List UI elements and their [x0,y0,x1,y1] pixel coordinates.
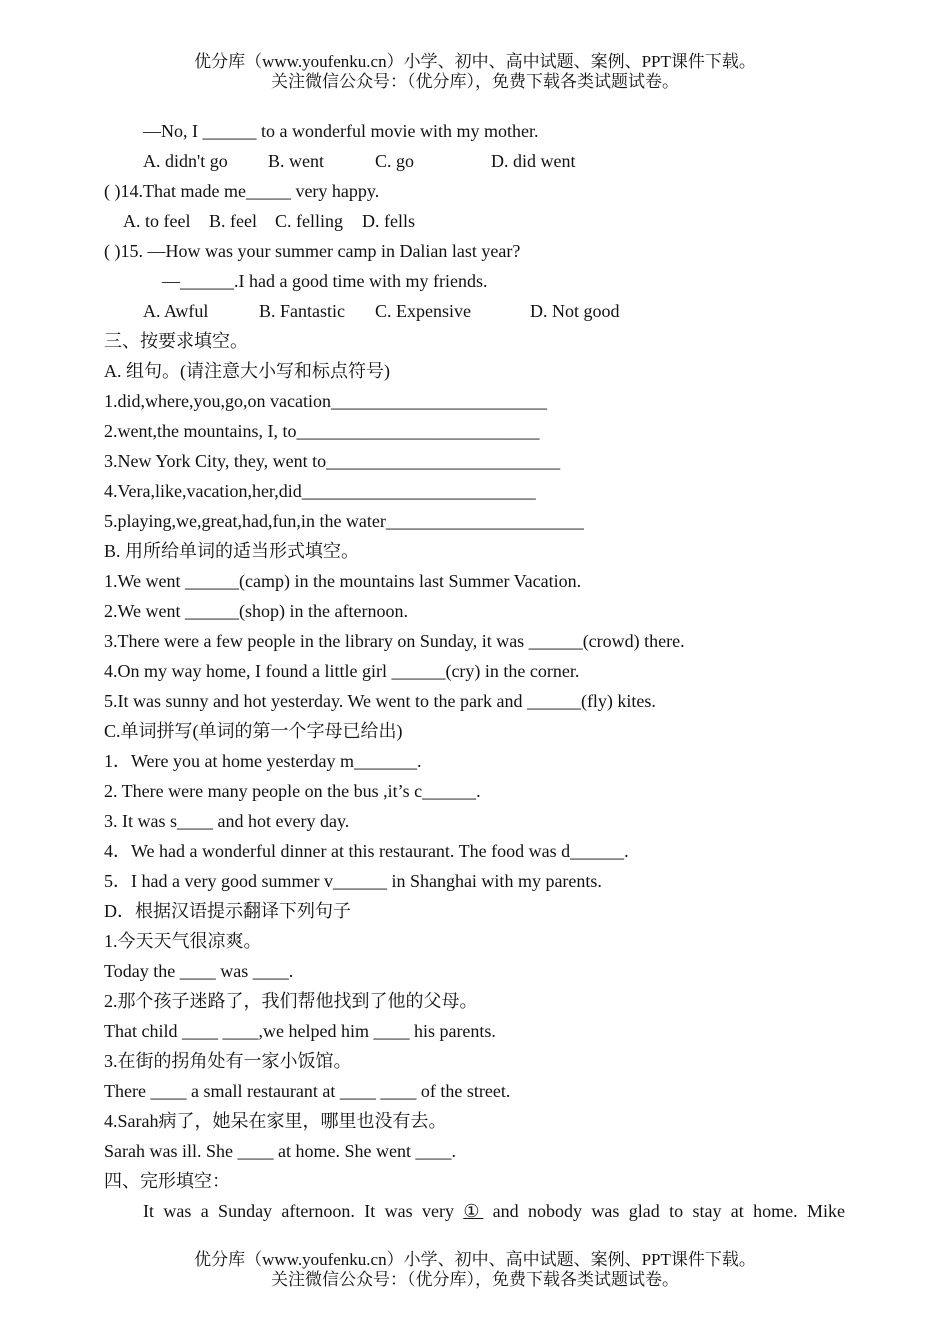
section-3c-title: C.单词拼写(单词的第一个字母已给出) [104,721,403,741]
section-3b-item-2: 2.We went ______(shop) in the afternoon. [104,601,408,621]
q15-option-c: C. Expensive [375,301,471,321]
page-header [0,52,950,92]
section-3b-item-3: 3.There were a few people in the library on Sunday, it was ______(crowd) there. [104,631,685,651]
q13-option-b: B. went [268,151,324,171]
section-3d-line-5: 3.在街的拐角处有一家小饭馆。 [104,1051,352,1071]
section-3c-item-1: 1．Were you at home yesterday m_______. [104,751,422,771]
q14-option-a: A. to feel [123,211,191,231]
q14-option-b: B. feel [209,211,257,231]
q15-answer-line: —______.I had a good time with my friends. [162,271,488,291]
section-3a-item-4: 4.Vera,like,vacation,her,did__________________________ [104,481,536,501]
section-3c-item-5: 5．I had a very good summer v______ in Shanghai with my parents. [104,871,602,891]
section-3a-item-1: 1.did,where,you,go,on vacation________________________ [104,391,547,411]
q14-stem: ( )14.That made me_____ very happy. [104,181,380,201]
q13-option-c: C. go [375,151,415,171]
q15-option-d: D. Not good [530,301,620,321]
section-3c-item-4: 4．We had a wonderful dinner at this restaurant. The food was d______. [104,841,629,861]
paragraph-start: It was a Sunday afternoon. It was very [143,1201,464,1221]
page-footer [0,1250,950,1290]
section-3d-line-6: There ____ a small restaurant at ____ ____ of the street. [104,1081,511,1101]
header-line-1: 优分库（www.youfenku.cn）小学、初中、高中试题、案例、PPT课件下载。 [194,52,756,71]
section-3c-item-3: 3. It was s____ and hot every day. [104,811,350,831]
section-3d-line-8: Sarah was ill. She ____ at home. She went ____. [104,1141,456,1161]
q15-option-a: A. Awful [143,301,209,321]
q13-answer-line: —No, I ______ to a wonderful movie with my mother. [143,121,539,141]
section-3b-title: B. 用所给单词的适当形式填空。 [104,541,360,561]
section-3d-line-2: Today the ____ was ____. [104,961,294,981]
header-line-2: 关注微信公众号：（优分库），免费下载各类试题试卷。 [271,72,679,91]
section-3-title: 三、按要求填空。 [104,331,248,351]
section-4-title: 四、完形填空： [104,1171,230,1191]
section-3d-line-1: 1.今天天气很凉爽。 [104,931,262,951]
q14-option-c: C. felling [275,211,343,231]
section-3d-title: D．根据汉语提示翻译下列句子 [104,901,351,921]
section-3d-line-7: 4.Sarah病了，她呆在家里，哪里也没有去。 [104,1111,447,1131]
q14-option-d: D. fells [362,211,415,231]
section-3b-item-5: 5.It was sunny and hot yesterday. We went to the park and ______(fly) kites. [104,691,656,711]
section-3a-item-2: 2.went,the mountains, I, to___________________________ [104,421,540,441]
paragraph-end: and nobody was glad to stay at home. Mike [483,1201,845,1221]
section-3d-line-4: That child ____ ____,we helped him ____ his parents. [104,1021,496,1041]
section-3c-item-2: 2. There were many people on the bus ,it’s c______. [104,781,481,801]
cloze-blank-1: ① [463,1201,484,1221]
q15-stem: ( )15. —How was your summer camp in Dalian last year? [104,241,521,261]
section-3b-item-1: 1.We went ______(camp) in the mountains last Summer Vacation. [104,571,582,591]
q13-option-d: D. did went [491,151,576,171]
section-4-paragraph [143,1200,845,1222]
section-3a-item-3: 3.New York City, they, went to__________________________ [104,451,561,471]
footer-line-2: 关注微信公众号：（优分库），免费下载各类试题试卷。 [271,1270,679,1289]
section-3d-line-3: 2.那个孩子迷路了，我们帮他找到了他的父母。 [104,991,478,1011]
section-3a-item-5: 5.playing,we,great,had,fun,in the water______________________ [104,511,584,531]
section-3b-item-4: 4.On my way home, I found a little girl ______(cry) in the corner. [104,661,580,681]
q15-option-b: B. Fantastic [259,301,345,321]
footer-line-1: 优分库（www.youfenku.cn）小学、初中、高中试题、案例、PPT课件下载。 [194,1250,756,1269]
q13-option-a: A. didn't go [143,151,228,171]
section-3a-title: A. 组句。(请注意大小写和标点符号) [104,361,390,381]
